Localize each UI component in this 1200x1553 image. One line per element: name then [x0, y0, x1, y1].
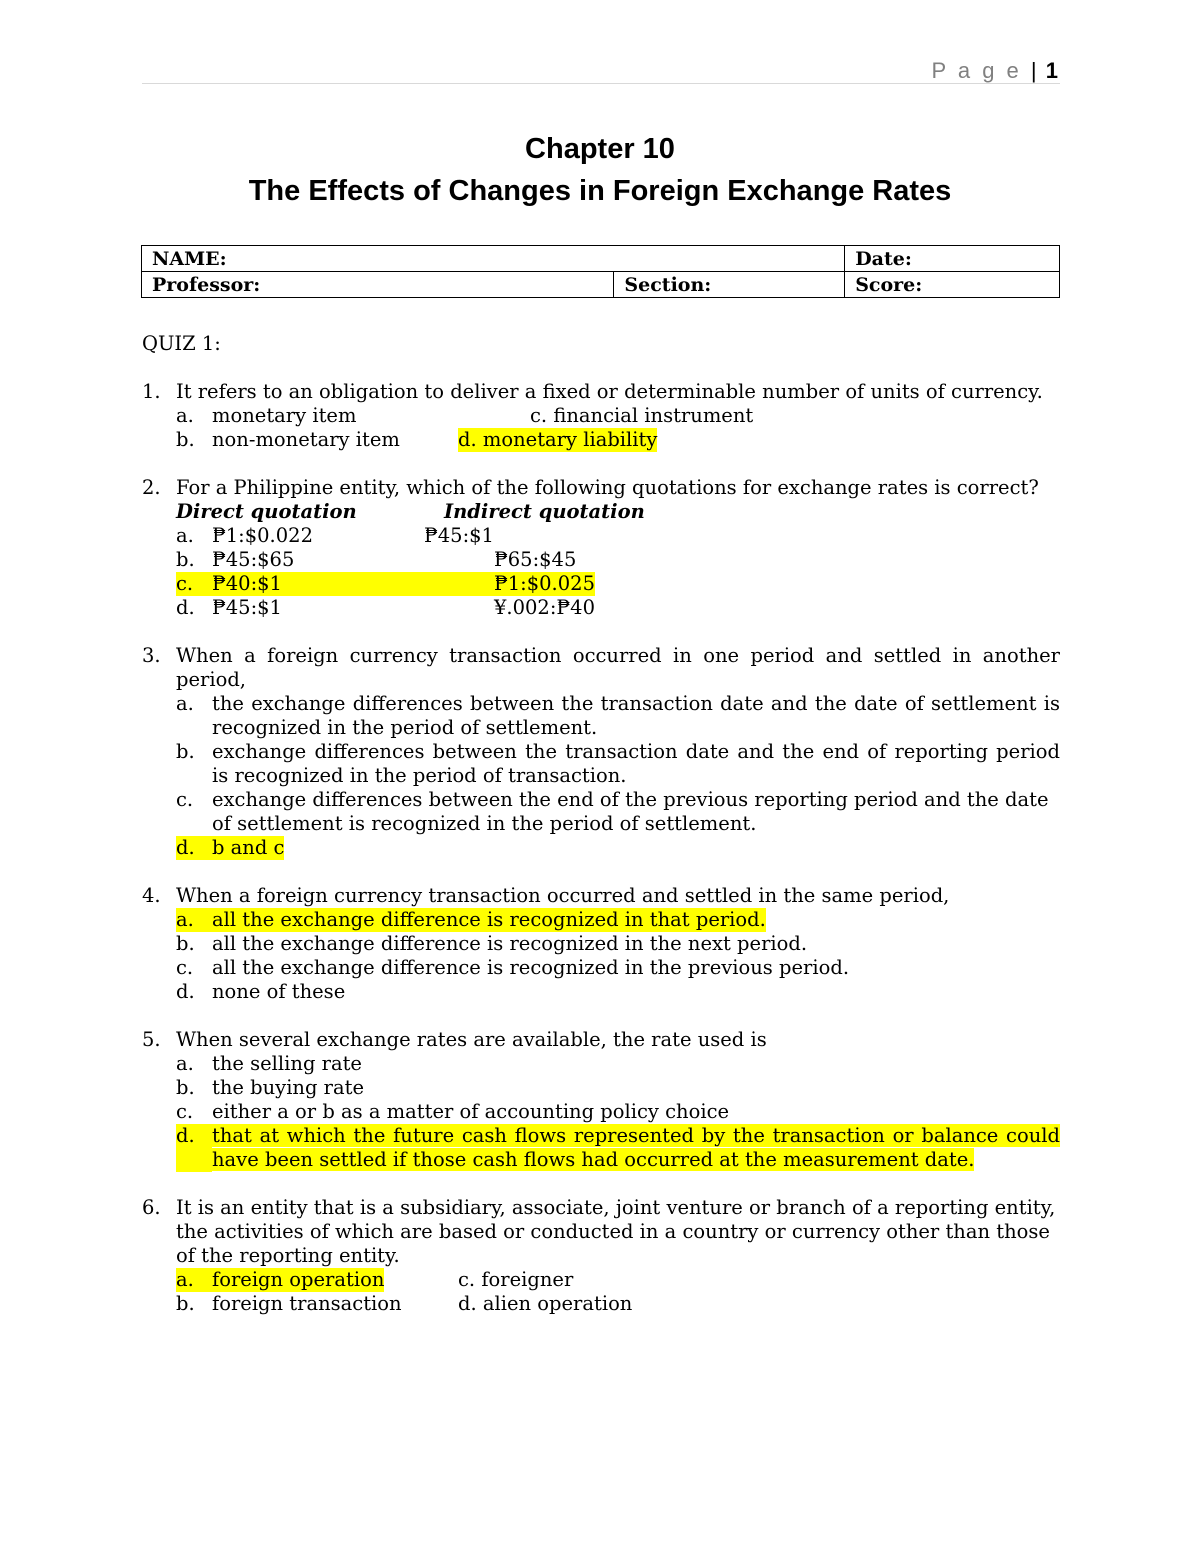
option-c[interactable]: [176, 788, 1060, 836]
question-2: [142, 476, 1060, 620]
option-a[interactable]: [176, 1052, 1060, 1076]
chapter-title: Chapter 10: [525, 133, 675, 165]
option-b[interactable]: [176, 548, 1060, 572]
question-stem: For a Philippine entity, which of the following quotations for exchange rates is correct?: [176, 476, 1039, 499]
direct-value: ₱40:$1: [212, 572, 282, 595]
option-d-answer[interactable]: [176, 1124, 1060, 1172]
question-4: [142, 884, 1060, 1004]
question-5: [142, 1028, 1060, 1172]
option-letter: d.: [176, 596, 195, 619]
question-1: [142, 380, 1060, 452]
option-c[interactable]: [176, 1100, 1060, 1124]
page-word: P a g e: [931, 58, 1022, 83]
option-b[interactable]: [176, 740, 1060, 788]
name-field[interactable]: NAME:: [142, 246, 845, 272]
indirect-value: ₱65:$45: [494, 548, 577, 571]
option-letter: a.: [176, 524, 194, 547]
option-letter: b.: [176, 428, 195, 451]
question-6: [142, 1196, 1060, 1316]
option-text: financial instrument: [553, 404, 754, 427]
option-letter: a.: [176, 404, 194, 427]
option-letter: b.: [176, 548, 195, 571]
page-separator: |: [1030, 58, 1037, 83]
option-text: monetary liability: [482, 428, 658, 451]
option-a-answer[interactable]: [176, 908, 1060, 932]
option-a[interactable]: [176, 524, 1060, 548]
option-a[interactable]: [176, 692, 1060, 740]
option-text: all the exchange difference is recognized in the next period.: [212, 932, 808, 955]
option-letter: d.: [176, 836, 195, 859]
question-stem: It is an entity that is a subsidiary, associate, joint venture or branch of a reporting entity, the activities of which are based or conducted in a country or currency other than those of the reporting entity.: [176, 1196, 1056, 1267]
page-number-label: [931, 58, 1058, 84]
answer-highlight: that at which the future cash flows represented by the transaction or balance could have been settled if those cash flows had occurred at the measurement date.: [212, 1124, 1060, 1171]
option-letter: d.: [458, 428, 477, 451]
date-field[interactable]: Date:: [845, 246, 1060, 272]
indirect-value: ¥.002:₱40: [494, 596, 595, 619]
option-c[interactable]: [458, 1268, 573, 1292]
page-number: 1: [1045, 58, 1058, 83]
question-number: 1.: [142, 380, 161, 403]
option-b[interactable]: [176, 1292, 458, 1316]
option-b[interactable]: [176, 1076, 1060, 1100]
option-letter: c.: [530, 404, 548, 427]
option-letter: b.: [176, 1076, 195, 1099]
option-c-answer[interactable]: [176, 572, 1060, 596]
option-d[interactable]: [176, 980, 1060, 1004]
direct-value: ₱45:$65: [212, 548, 295, 571]
option-text: the selling rate: [212, 1052, 362, 1075]
indirect-quotation-header: Indirect quotation: [444, 500, 645, 523]
option-letter: c.: [176, 956, 194, 979]
option-text: alien operation: [482, 1292, 633, 1315]
option-b[interactable]: [176, 932, 1060, 956]
option-letter: b.: [176, 1292, 195, 1315]
option-letter: a.: [176, 908, 194, 931]
indirect-value: ₱1:$0.025: [494, 572, 595, 595]
option-text: b and c: [212, 836, 285, 859]
option-letter: b.: [176, 932, 195, 955]
option-text: all the exchange difference is recognized in that period.: [212, 908, 766, 931]
option-text: exchange differences between the end of the previous reporting period and the date of settlement is recognized in the period of settlement.: [212, 788, 1049, 835]
option-d[interactable]: [458, 1292, 632, 1316]
question-number: 3.: [142, 644, 161, 667]
option-letter: c.: [176, 572, 194, 595]
option-letter: c.: [176, 1100, 194, 1123]
option-text: foreign operation: [212, 1268, 385, 1291]
professor-field[interactable]: Professor:: [142, 272, 614, 298]
option-text: either a or b as a matter of accounting policy choice: [212, 1100, 730, 1123]
quiz-body: [142, 332, 1060, 1340]
option-letter: a.: [176, 1268, 194, 1291]
option-text: [212, 1124, 1060, 1172]
direct-quotation-header: Direct quotation: [176, 500, 357, 523]
option-text: the exchange differences between the transaction date and the date of settlement is recognized in the period of settlement.: [212, 692, 1060, 739]
score-field[interactable]: Score:: [845, 272, 1060, 298]
question-stem: It refers to an obligation to deliver a fixed or determinable number of units of currency.: [176, 380, 1043, 403]
option-b[interactable]: [176, 428, 458, 452]
question-number: 2.: [142, 476, 161, 499]
option-c[interactable]: [530, 404, 753, 428]
option-d-answer[interactable]: [458, 428, 657, 452]
option-c[interactable]: [176, 956, 1060, 980]
option-text: foreigner: [481, 1268, 574, 1291]
indirect-value: ₱45:$1: [424, 524, 494, 547]
page-header: [142, 56, 1060, 84]
chapter-subtitle: The Effects of Changes in Foreign Exchange Rates: [248, 175, 952, 207]
option-letter: a.: [176, 1052, 194, 1075]
question-number: 6.: [142, 1196, 161, 1219]
question-stem: When a foreign currency transaction occurred in one period and settled in another period,: [176, 644, 1060, 691]
option-letter: a.: [176, 692, 194, 715]
option-letter: d.: [176, 1124, 212, 1172]
direct-value: ₱1:$0.022: [212, 524, 313, 547]
option-d-answer[interactable]: [176, 836, 1060, 860]
option-text: monetary item: [212, 404, 357, 427]
option-letter: d.: [458, 1292, 477, 1315]
quiz-title: QUIZ 1:: [142, 332, 221, 355]
option-text: foreign transaction: [212, 1292, 402, 1315]
option-letter: d.: [176, 980, 195, 1003]
option-a-answer[interactable]: [176, 1268, 458, 1292]
question-number: 4.: [142, 884, 161, 907]
option-text: all the exchange difference is recognized in the previous period.: [212, 956, 850, 979]
student-info-table: [141, 245, 1060, 298]
section-field[interactable]: Section:: [614, 272, 845, 298]
option-text: none of these: [212, 980, 346, 1003]
option-letter: c.: [458, 1268, 476, 1291]
option-letter: c.: [176, 788, 194, 811]
option-text: the buying rate: [212, 1076, 364, 1099]
option-text: exchange differences between the transaction date and the end of reporting period is recognized in the period of transaction.: [212, 740, 1060, 787]
option-a[interactable]: [176, 404, 530, 428]
question-number: 5.: [142, 1028, 161, 1051]
option-letter: b.: [176, 740, 195, 763]
option-text: non-monetary item: [212, 428, 400, 451]
direct-value: ₱45:$1: [212, 596, 282, 619]
question-stem: When several exchange rates are available, the rate used is: [176, 1028, 767, 1051]
question-3: [142, 644, 1060, 860]
question-stem: When a foreign currency transaction occurred and settled in the same period,: [176, 884, 950, 907]
option-d[interactable]: [176, 596, 1060, 620]
